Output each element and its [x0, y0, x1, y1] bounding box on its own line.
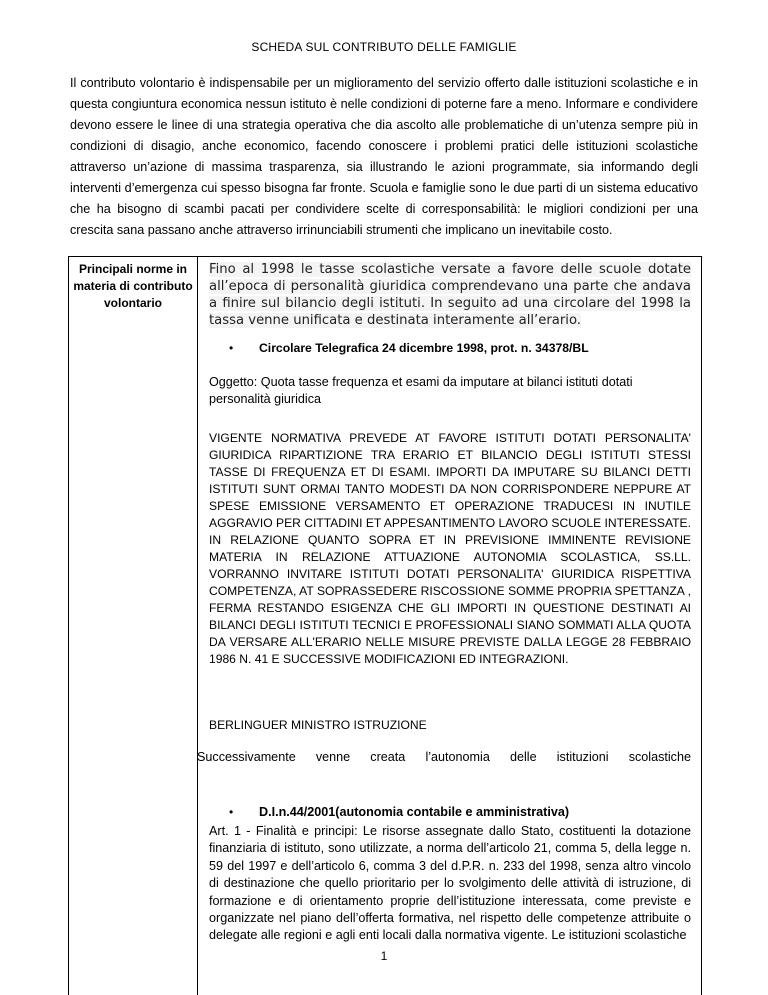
highlighted-summary-text: Fino al 1998 le tasse scolastiche versate a favore delle scuole dotate all’epoca di personalità giuridica comprendevano una parte che andava a finire sul bilancio degli istituti. In seguito ad una circolare del 1998 la tassa venne unificata e destinata interamente all’erario. — [209, 262, 691, 328]
din-title: D.I.n.44/2001(autonomia contabile e amministrativa) — [259, 805, 570, 819]
norms-table — [68, 256, 702, 995]
bullet-icon: • — [229, 341, 234, 355]
left-column — [69, 257, 198, 995]
bullet-icon: • — [229, 805, 234, 819]
left-column-header: Principali norme in materia di contributo volontario — [73, 262, 193, 310]
intro-paragraph: Il contributo volontario è indispensabile per un miglioramento del servizio offerto dalle istituzioni scolastiche e in questa congiuntura economica nessun istituto è nelle condizioni di poterne fare a meno. Informare e condividere devono essere le linee di una strategia operativa che dia ascolto alle problematiche di un’utenza sempre più in condizioni di disagio, anche economico, facendo conoscere i problemi pratici delle istituzioni scolastiche attraverso un’azione di massima trasparenza, sia illustrando le azioni programmate, sia informando degli interventi d’emergenza cui spesso bisogna far fronte. Scuola e famiglie sono le due parti di un sistema educativo che ha bisogno di scambi pacati per condividere scelte di corresponsabilità: le migliori condizioni per una crescita sana passano anche attraverso irrinunciabili strumenti che implicano un inevitabile costo. — [70, 76, 698, 237]
highlighted-summary — [209, 261, 691, 329]
circolare-title: Circolare Telegrafica 24 dicembre 1998, prot. n. 34378/BL — [259, 341, 589, 355]
circolare-oggetto: Oggetto: Quota tasse frequenza et esami da imputare at bilanci istituti dotati personalità giuridica — [209, 375, 633, 406]
article-text: Art. 1 - Finalità e principi: Le risorse assegnate dallo Stato, costituenti la dotazione finanziaria di istituto, sono utilizzate, a norma dell’articolo 21, comma 5, della legge n. 59 del 1997 e dell’articolo 6, comma 3 del d.P.R. n. 233 del 1998, senza altro vincolo di destinazione che quello prioritario per lo svolgimento delle attività di istruzione, di formazione e di orientamento proprie dell’istituzione interessata, come previste e organizzate nel piano dell’offerta formativa, nel rispetto delle competenze attribuite o delegate alle regioni e agli enti locali dalla normativa vigente. Le istituzioni scolastiche — [209, 824, 691, 943]
circolare-body: VIGENTE NORMATIVA PREVEDE AT FAVORE ISTITUTI DOTATI PERSONALITA' GIURIDICA RIPARTIZIONE TRA ERARIO ET BILANCIO DEGLI ISTITUTI STESSI TASSE DI FREQUENZA ET DI ESAMI. IMPORTI DA IMPUTARE SU BILANCI DETTI ISTITUTI SUNT ORMAI TANTO MODESTI DA NON CORRISPONDERE NEPPURE AT SPESE EMISSIONE VERSAMENTO ET OPERAZIONE TRADUCESI IN INUTILE AGGRAVIO PER CITTADINI ET APPESANTIMENTO LAVORO SCUOLE INTERESSATE. IN RELAZIONE QUANTO SOPRA ET IN PREVISIONE IMMINENTE REVISIONE MATERIA IN RELAZIONE ATTUAZIONE AUTONOMIA SCOLASTICA, SS.LL. VORRANNO INVITARE ISTITUTI DOTATI PERSONALITA' GIURIDICA RISPETTIVA COMPETENZA, AT SOPRASSEDERE RISCOSSIONE SOMME PROPRIA SPETTANZA , FERMA RESTANDO ESIGENZA CHE GLI IMPORTI IN QUESTIONE DESTINATI AI BILANCI DEGLI ISTITUTI TECNICI E PROFESSIONALI SIANO SOMMATI ALLA QUOTA DA VERSARE ALL'ERARIO NELLE MISURE PREVISTE DALLA LEGGE 28 FEBBRAIO 1986 N. 41 E SUCCESSIVE MODIFICAZIONI ED INTEGRAZIONI. — [209, 431, 691, 666]
page-number: 1 — [380, 949, 388, 963]
successivamente-line: Successivamente venne creata l’autonomia delle istituzioni scolastiche — [197, 750, 691, 764]
circolare-signature: BERLINGUER MINISTRO ISTRUZIONE — [209, 718, 427, 732]
page-title: SCHEDA SUL CONTRIBUTO DELLE FAMIGLIE — [251, 40, 517, 54]
